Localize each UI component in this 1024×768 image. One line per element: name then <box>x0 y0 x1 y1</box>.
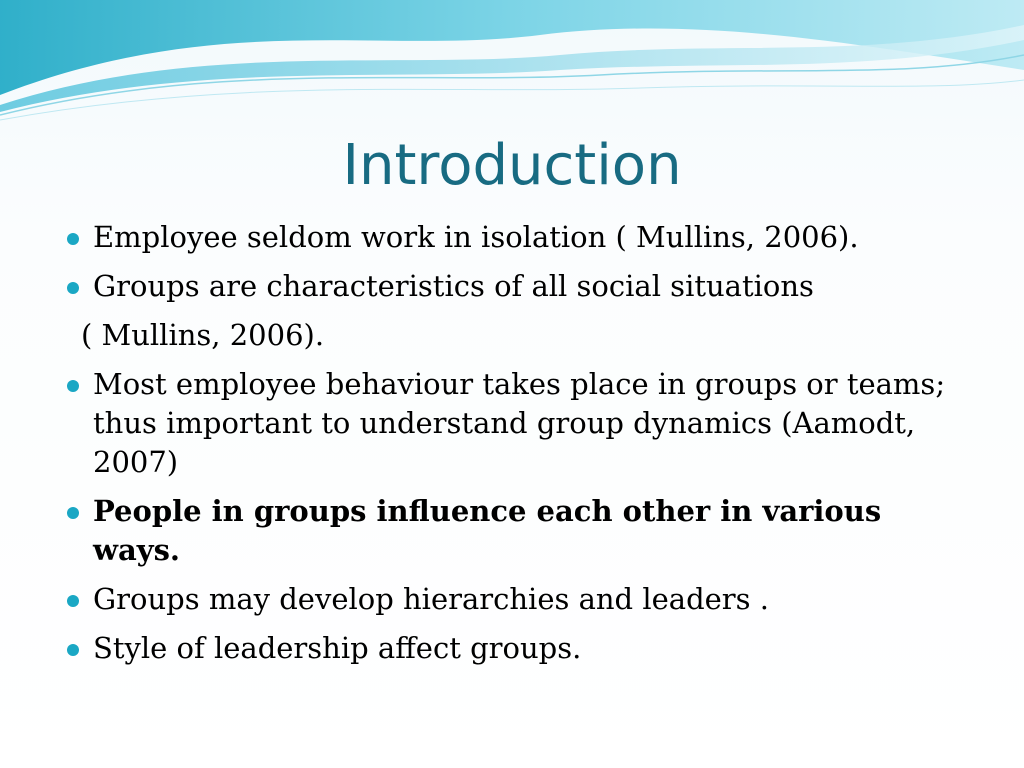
bullet-item <box>64 580 964 619</box>
header-wave-decoration <box>0 0 1024 130</box>
bullet-item <box>64 218 964 257</box>
bullet-text: Groups are characteristics of all social situations <box>93 269 814 303</box>
bullet-dot-icon <box>67 380 79 392</box>
bullet-text: Style of leadership affect groups. <box>93 631 582 665</box>
bullet-text: Employee seldom work in isolation ( Mullins, 2006). <box>93 220 859 254</box>
bullet-text: People in groups influence each other in various ways. <box>93 494 882 567</box>
bullet-text: Most employee behaviour takes place in groups or teams; thus important to understand group dynamics (Aamodt, 2007) <box>93 367 946 479</box>
bullet-item <box>64 492 964 570</box>
bullet-item <box>64 267 964 306</box>
bullet-dot-icon <box>67 595 79 607</box>
bullet-dot-icon <box>67 282 79 294</box>
bullet-item <box>64 365 964 482</box>
bullet-continuation <box>64 316 964 355</box>
slide-title: Introduction <box>342 133 682 198</box>
bullet-text: Groups may develop hierarchies and leaders . <box>93 582 769 616</box>
bullet-dot-icon <box>67 233 79 245</box>
bullet-dot-icon <box>67 644 79 656</box>
bullet-item <box>64 629 964 668</box>
bullet-dot-icon <box>67 507 79 519</box>
bullet-list <box>64 218 964 678</box>
bullet-text: ( Mullins, 2006). <box>81 318 325 352</box>
